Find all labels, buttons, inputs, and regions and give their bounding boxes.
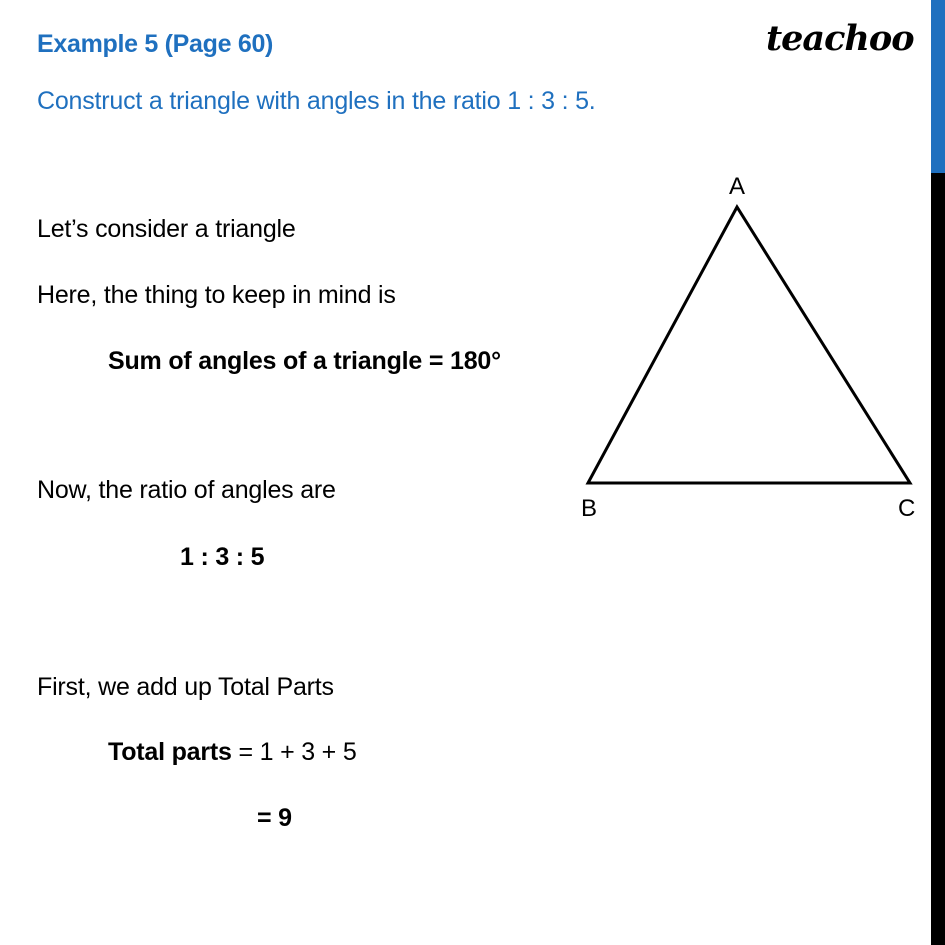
line-consider-triangle: Let’s consider a triangle: [37, 215, 296, 243]
line-total-parts-intro: First, we add up Total Parts: [37, 673, 334, 701]
teachoo-logo: teachoo: [766, 18, 914, 59]
vertex-label-b: B: [581, 495, 598, 522]
ratio-value: 1 : 3 : 5: [180, 543, 265, 571]
total-parts-label: Total parts: [108, 738, 232, 766]
line-keep-in-mind: Here, the thing to keep in mind is: [37, 281, 396, 309]
total-parts-result: = 9: [257, 804, 292, 832]
total-parts-expression: = 1 + 3 + 5: [231, 738, 357, 766]
example-heading: Example 5 (Page 60): [37, 30, 274, 58]
question-text: Construct a triangle with angles in the ratio 1 : 3 : 5.: [37, 87, 596, 115]
triangle-abc: [588, 207, 910, 483]
vertex-label-c: C: [898, 495, 916, 522]
scrollbar-thumb[interactable]: [931, 0, 945, 173]
scrollbar-track[interactable]: [931, 173, 945, 945]
line-ratio-intro: Now, the ratio of angles are: [37, 476, 336, 504]
vertex-label-a: A: [729, 173, 746, 200]
angle-sum-property: Sum of angles of a triangle = 180°: [108, 347, 501, 375]
